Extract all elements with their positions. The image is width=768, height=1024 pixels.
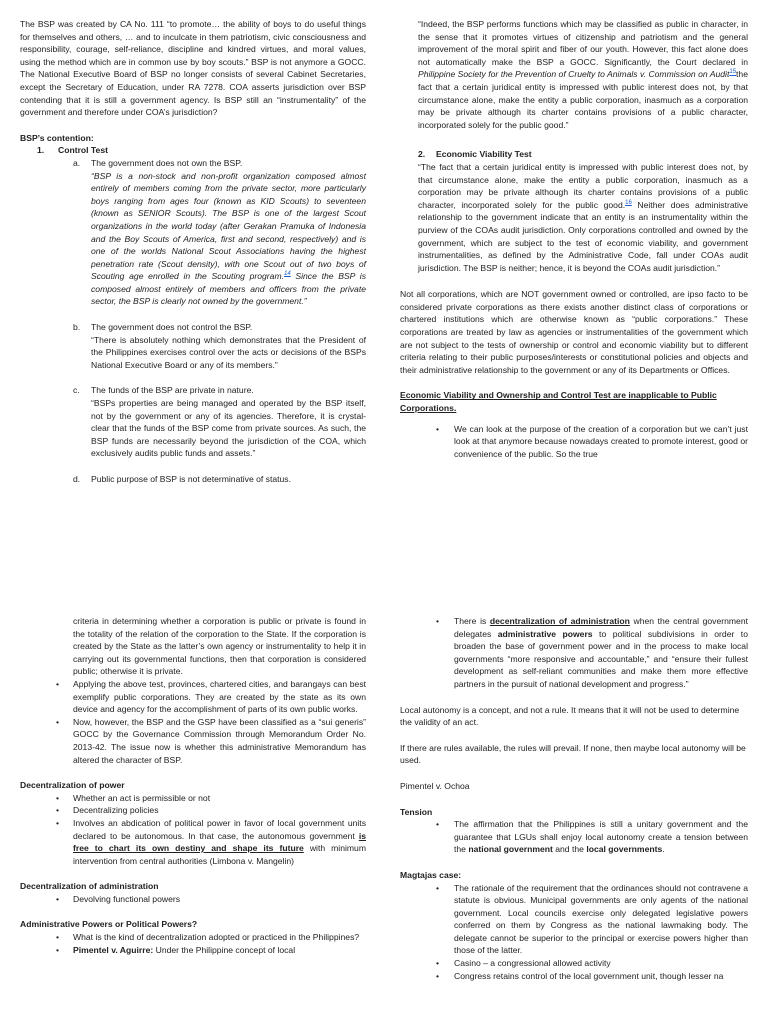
- bullet-icon: •: [56, 932, 60, 943]
- list-number: 2.: [418, 149, 426, 160]
- bullet-icon: •: [436, 616, 440, 626]
- bullet-icon: •: [56, 817, 60, 828]
- emphasis-text: local governments: [586, 844, 663, 855]
- quote-text: Neither does administrative relationship to the government indicate that an entity is an instrumentality within the purview of the COAs audit jurisdiction. Only corporations controlled and owned by the government, which are subject to the test of economic viability, and government instrumentalities, as defined by the Administrative Code, fall under COAs audit jurisdiction. The BSP is neither; hence, it is beyond the COAs audit jurisdiction.”: [418, 199, 748, 273]
- inapplicable-heading: Economic Viability and Ownership and Control Test are inapplicable to Public Corporations.: [400, 390, 717, 414]
- list-item: [436, 615, 748, 691]
- bullet-icon: •: [56, 893, 60, 904]
- bullet-text: The rationale of the requirement that the ordinances should not contravene a statute is obvious. Municipal governments are only agents of the national government. Local councils exercise only delegated legislative powers conferred on them by Congress as the national lawmaking body. The delegate cannot be superior to the principal or exercise powers higher than those of the latter.: [454, 882, 748, 956]
- bullet-text: Now, however, the BSP and the GSP have been classified as a “sui generis” GOCC by the Governance Commission through Memorandum Order No. 2013-42. The issue now is whether this administrative Memorandum has altered the character of BSP.: [73, 716, 366, 765]
- list-item: [436, 970, 748, 983]
- bullet-icon: •: [436, 958, 440, 969]
- bullet-icon: •: [56, 792, 60, 803]
- tension-heading: Tension: [400, 806, 433, 817]
- bullet-text: We can look at the purpose of the creation of a corporation but we can’t just look at that anymore because nowadays created to promote interest, good or convenience of the public. So the true: [454, 423, 748, 459]
- bsp-public-function-quote: [418, 18, 748, 131]
- bullet-icon: •: [56, 944, 60, 955]
- item-c: [73, 384, 366, 460]
- list-item: [436, 423, 748, 461]
- list-item: [56, 678, 366, 716]
- emphasis-text: national government: [468, 844, 553, 855]
- text: with minimum intervention from central authorities (Limbona v. Mangelin): [73, 843, 366, 866]
- not-all-corporations-paragraph: Not all corporations, which are NOT government owned or controlled, are ipso facto to be considered private corporations as there exists another distinct class of corporations or chartered institutions which are otherwise known as “public corporations.” These corporations are treated by law as agencies or instrumentalities of the government which are not subject to the tests of ownership or control and economic viability but to different criteria relating to their public purposes/interests or constitutional policies and objects and their administrative relationship to the government or any of its Departments or Offices.: [400, 289, 748, 375]
- item-a: [73, 157, 366, 308]
- control-test-label: Control Test: [58, 145, 108, 156]
- right-bottom-column: [400, 615, 748, 982]
- item-a-title: The government does not own the BSP.: [91, 157, 243, 168]
- quote-text: “Indeed, the BSP performs functions which may be classified as public in character, in the sense that it promotes virtues of citizenship and patriotism and the general improvement of the moral spirit and fiber of our youth. However, this fact alone does not automatically make the BSP a GOCC. Significantly, the Court declared in: [418, 19, 748, 67]
- bullet-icon: •: [56, 805, 60, 816]
- bullet-icon: •: [56, 716, 60, 727]
- quote-text: Since the BSP is composed almost entirely of members and officers from the private sector, the BSP is clearly not owned by the government.”: [91, 271, 366, 307]
- bullet-text: Devolving functional powers: [73, 893, 181, 904]
- bullet-text: Applying the above test, provinces, chartered cities, and barangays can best exemplify public corporations. They are created by the state as its own device and agency for the accomplishment of parts of its own public works.: [73, 678, 366, 715]
- admin-political-heading: Administrative Powers or Political Powers?: [20, 919, 198, 930]
- bullet-icon: •: [436, 423, 440, 434]
- list-item: [56, 893, 366, 906]
- local-autonomy-paragraph: Local autonomy is a concept, and not a rule. It means that it will not be used to determine the validity of an act.: [400, 704, 740, 728]
- quote-text: “The fact that a certain juridical entity is impressed with public interest does not, by that circumstance alone, make the entity a public corporation, inasmuch as a corporation may be private although its charter contains provisions of a public character, incorporated solely for the public good.: [418, 161, 748, 210]
- list-item: [56, 817, 366, 867]
- item-c-title: The funds of the BSP are private in nature.: [91, 385, 254, 396]
- emphasis-text: is free to chart its own destiny and shape its future: [73, 830, 366, 854]
- bullet-text: [454, 818, 748, 856]
- item-d: [73, 473, 366, 486]
- control-test-heading: [37, 144, 366, 157]
- list-number: 1.: [37, 145, 45, 156]
- text: Involves an abdication of political power in favor of local government units declared to be autonomous. In that case, the autonomous government: [73, 817, 366, 841]
- footnote-link[interactable]: 16: [625, 199, 632, 206]
- item-a-quote: [91, 170, 366, 309]
- bullet-icon: •: [56, 678, 60, 689]
- list-item: [436, 957, 748, 970]
- rules-paragraph: If there are rules available, the rules will prevail. If none, then maybe local autonomy will be used.: [400, 742, 746, 766]
- text: to political subdivisions in order to broaden the base of government power and in the process to make local governments “more responsive and accountable,” and “ensure their fullest development as self-reliant communities and make them more effective partners in the pursuit of national development and progress.”: [454, 628, 748, 689]
- item-marker: d.: [73, 474, 81, 484]
- magtajas-heading: Magtajas case:: [400, 869, 462, 880]
- decentralization-admin-heading: Decentralization of administration: [20, 881, 159, 892]
- bullet-text: [73, 817, 366, 867]
- item-b-title: The government does not control the BSP.: [91, 322, 253, 333]
- bullet-text: [454, 615, 748, 691]
- emphasis-text: administrative powers: [497, 628, 593, 639]
- list-item: [56, 944, 366, 957]
- left-top-column: [20, 18, 366, 486]
- contention-heading: BSP’s contention:: [20, 132, 94, 143]
- item-b-quote: “There is absolutely nothing which demonstrates that the President of the Philippines exercises control over the acts or decisions of the BSPs National Executive Board or any of its members.”: [91, 334, 366, 370]
- bullet-icon: •: [436, 882, 440, 893]
- text: when the central government delegates: [454, 616, 748, 639]
- bullet-text: What is the kind of decentralization adopted or practiced in the Philippines?: [73, 932, 360, 943]
- item-c-quote: “BSPs properties are being managed and operated by the BSP itself, not by the government or any of its agencies. Therefore, it is crystal-clear that the funds of the BSP come from private sources. As such, the BSP funds are necessarily beyond the jurisdiction of the COA, which exclusively audits public funds and assets.”: [91, 398, 366, 459]
- list-item: [436, 818, 748, 856]
- decentralization-power-heading: Decentralization of power: [20, 780, 125, 791]
- left-bottom-column: [20, 615, 366, 956]
- quote-text: the fact that a certain juridical entity is impressed with public interest does not, by that circumstance alone, make the entity a public corporation, inasmuch as a corporation may be private although its charter contains provisions of a public character, incorporated solely for the public good.”: [418, 69, 748, 130]
- item-marker: a.: [73, 157, 81, 168]
- right-top-column: [400, 18, 748, 460]
- list-item: [56, 792, 366, 805]
- text: Under the Philippine concept of local: [153, 944, 296, 955]
- bullet-text: Whether an act is permissible or not: [73, 792, 211, 803]
- economic-viability-label: Economic Viability Test: [436, 149, 532, 160]
- case-citation: Philippine Society for the Prevention of Cruelty to Animals v. Commission on Audit: [418, 69, 730, 80]
- case-name: Pimentel v. Aguirre:: [73, 944, 154, 955]
- item-marker: b.: [73, 322, 81, 333]
- emphasis-text: decentralization of administration: [489, 616, 630, 626]
- bullet-text: Congress retains control of the local government unit, though lesser na: [454, 970, 724, 981]
- list-item: [56, 716, 366, 766]
- criteria-paragraph: criteria in determining whether a corporation is public or private is found in the totality of the relation of the corporation to the State. If the corporation is created by the State as the latter’s own agency or instrumentality to help it in carrying out its governmental functions, then that corporation is considered public; otherwise it is private.: [73, 616, 366, 677]
- item-b: [73, 321, 366, 371]
- quote-text: “BSP is a non-stock and non-profit organization composed almost entirely of members coming from the private sector, more particularly boys ranging from ages four (known as KID Scouts) to seventeen (known as SENIOR Scouts). The BSP is one of the largest Scout organizations in the world today (after Gerakan Pramuka of Indonesia and the Boy Scouts of America, first and second, respectively) and is one of the worlds National Scout Associations having the highest penetration rate (Scout density), with one Scout out of two boys of Scouting age enrolled in the Scouting program.: [91, 170, 366, 282]
- text: and the: [552, 844, 587, 855]
- text: The affirmation that the Philippines is still a unitary government and the guarantee that LGUs shall enjoy local autonomy create a tension between the: [454, 819, 748, 855]
- item-d-title: Public purpose of BSP is not determinative of status.: [91, 474, 291, 484]
- text: .: [662, 844, 665, 855]
- bullet-text: [73, 944, 295, 957]
- economic-viability-heading: [418, 148, 748, 161]
- list-item: [56, 804, 366, 817]
- list-item: [56, 931, 366, 944]
- economic-viability-quote: [418, 161, 748, 274]
- bullet-text: Casino – a congressional allowed activity: [454, 958, 611, 969]
- bullet-icon: •: [436, 819, 440, 830]
- bullet-text: Decentralizing policies: [73, 805, 159, 816]
- bullet-icon: •: [436, 970, 440, 981]
- footnote-link[interactable]: 15: [729, 69, 737, 76]
- pimentel-ochoa-citation: Pimentel v. Ochoa: [400, 780, 470, 791]
- text: There is: [454, 616, 490, 626]
- bsp-intro-paragraph: The BSP was created by CA No. 111 “to promote… the ability of boys to do useful things for themselves and others, … and to inculcate in them patriotism, civic consciousness and responsibility, courage, self-reliance, discipline and kindred virtues, and moral values, using the method which are in common use by boy scouts.” BSP is not anymore a GOCC. The National Executive Board of BSP no longer consists of several Cabinet Secretaries, except the Secretary of Education, under RA 7278. COA asserts jurisdiction over BSP contending that it is still a government agency. Is BSP still an “instrumentality” of the government and therefore under COA’s jurisdiction?: [20, 19, 366, 118]
- list-item: [436, 882, 748, 958]
- item-marker: c.: [73, 385, 80, 396]
- footnote-link[interactable]: 14: [284, 271, 291, 278]
